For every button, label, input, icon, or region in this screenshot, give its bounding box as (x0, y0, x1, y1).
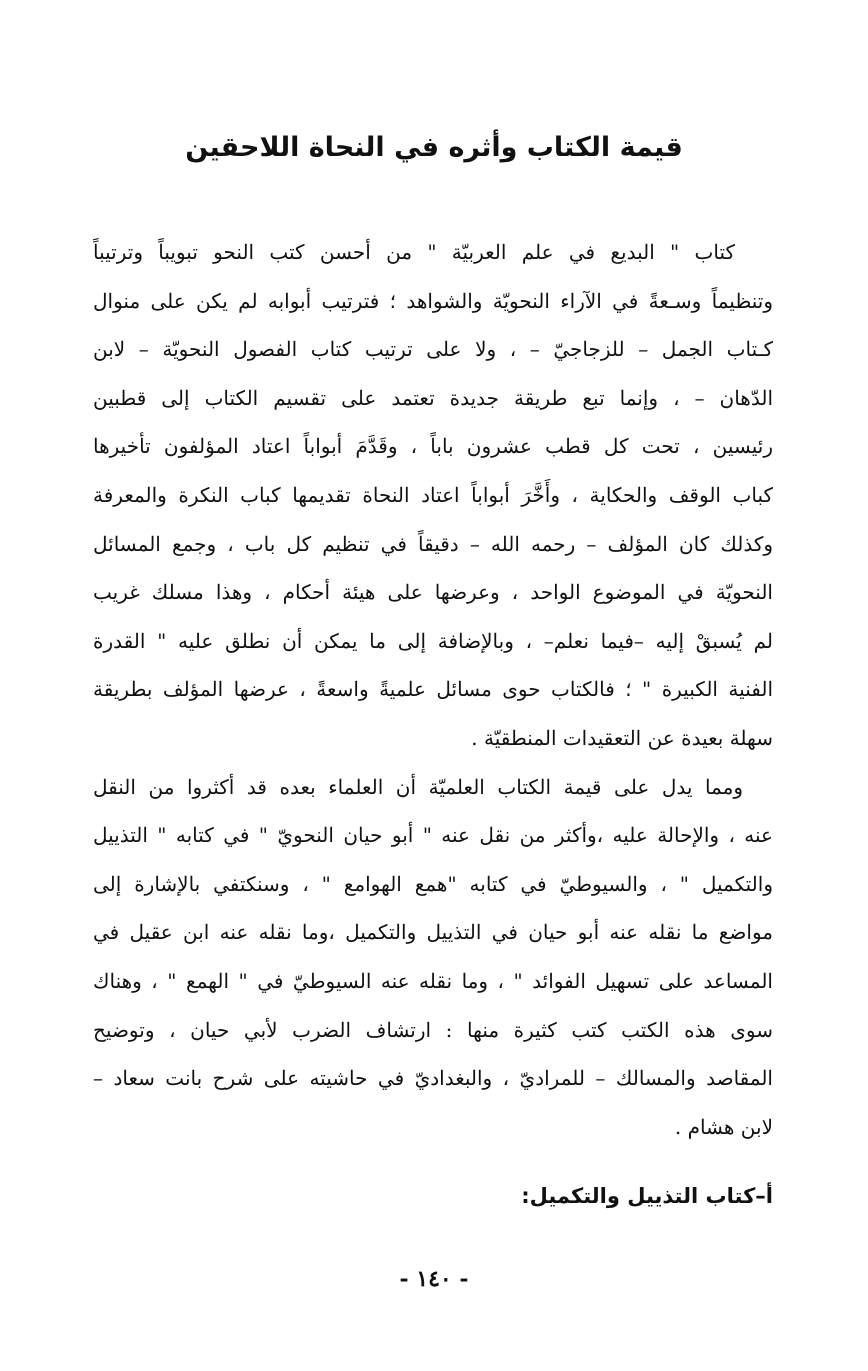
section-heading: أ–كتاب التذييل والتكميل: (521, 1184, 773, 1208)
paragraph-2-line-7: المقاصد والمسالك – للمراديّ ، والبغداديّ في حاشيته على شرح بانت سعاد – (93, 1066, 773, 1091)
paragraph-2-line-6: سوى هذه الكتب كتب كثيرة منها : ارتشاف الضرب لأبي حيان ، وتوضيح (93, 1017, 773, 1042)
paragraph-2-line-5: المساعد على تسهيل الفوائد " ، وما نقله عنه السيوطيّ في " الهمع " ، وهناك (93, 968, 773, 993)
paragraph-1-line-2: وتنظيماً وسـعةً في الآراء النحويّة والشواهد ؛ فترتيب أبوابه لم يكن على منوال (93, 288, 773, 313)
page-number: - ١٤٠ - (399, 1266, 469, 1292)
paragraph-1-line-1: كتاب " البديع في علم العربيّة " من أحسن كتب النحو تبويباً وترتيباً (93, 240, 735, 264)
paragraph-2-line-4: مواضع ما نقله عنه أبو حيان في التذييل والتكميل ،وما نقله عنه ابن عقيل في (93, 920, 773, 945)
paragraph-1-line-8: النحويّة في الموضوع الواحد ، وعرضها على هيئة أحكام ، وهذا مسلك غريب (93, 580, 773, 605)
paragraph-2-line-2: عنه ، والإحالة عليه ،وأكثر من نقل عنه " أبو حيان النحويّ " في كتابه " التذييل (93, 823, 773, 848)
paragraph-1-line-7: وكذلك كان المؤلف – رحمه الله – دقيقاً في تنظيم كل باب ، وجمع المسائل (93, 531, 773, 556)
paragraph-1-line-10: الفنية الكبيرة " ؛ فالكتاب حوى مسائل علميةً واسعةً ، عرضها المؤلف بطريقة (93, 677, 773, 702)
paragraph-1-line-4: الدّهان – ، وإنما تبع طريقة جديدة تعتمد على تقسيم الكتاب إلى قطبين (93, 385, 773, 410)
paragraph-2-line-8: لابن هشام . (674, 1114, 773, 1139)
paragraph-2-line-3: والتكميل " ، والسيوطيّ في كتابه "همع الهوامع " ، وسنكتفي بالإشارة إلى (93, 871, 773, 896)
paragraph-1-line-6: كباب الوقف والحكاية ، وأَخَّرَ أبواباً اعتاد النحاة تقديمها كباب النكرة والمعرفة (93, 482, 773, 507)
paragraph-1-line-11: سهلة بعيدة عن التعقيدات المنطقيّة . (471, 725, 773, 750)
paragraph-2-line-1: ومما يدل على قيمة الكتاب العلميّة أن العلماء بعده قد أكثروا من النقل (93, 774, 743, 799)
paragraph-1-line-9: لم يُسبقْ إليه –فيما نعلم– ، وبالإضافة إلى ما يمكن أن نطلق عليه " القدرة (93, 628, 773, 653)
page-title: قيمة الكتاب وأثره في النحاة اللاحقين (185, 132, 683, 163)
paragraph-1-line-3: كـتاب الجمل – للزجاجيّ – ، ولا على ترتيب كتاب الفصول النحويّة – لابن (93, 337, 773, 362)
paragraph-1-line-5: رئيسين ، تحت كل قطب عشرون باباً ، وقَدَّمَ أبواباً اعتاد المؤلفون تأخيرها (93, 434, 773, 459)
body-text (93, 228, 773, 1151)
